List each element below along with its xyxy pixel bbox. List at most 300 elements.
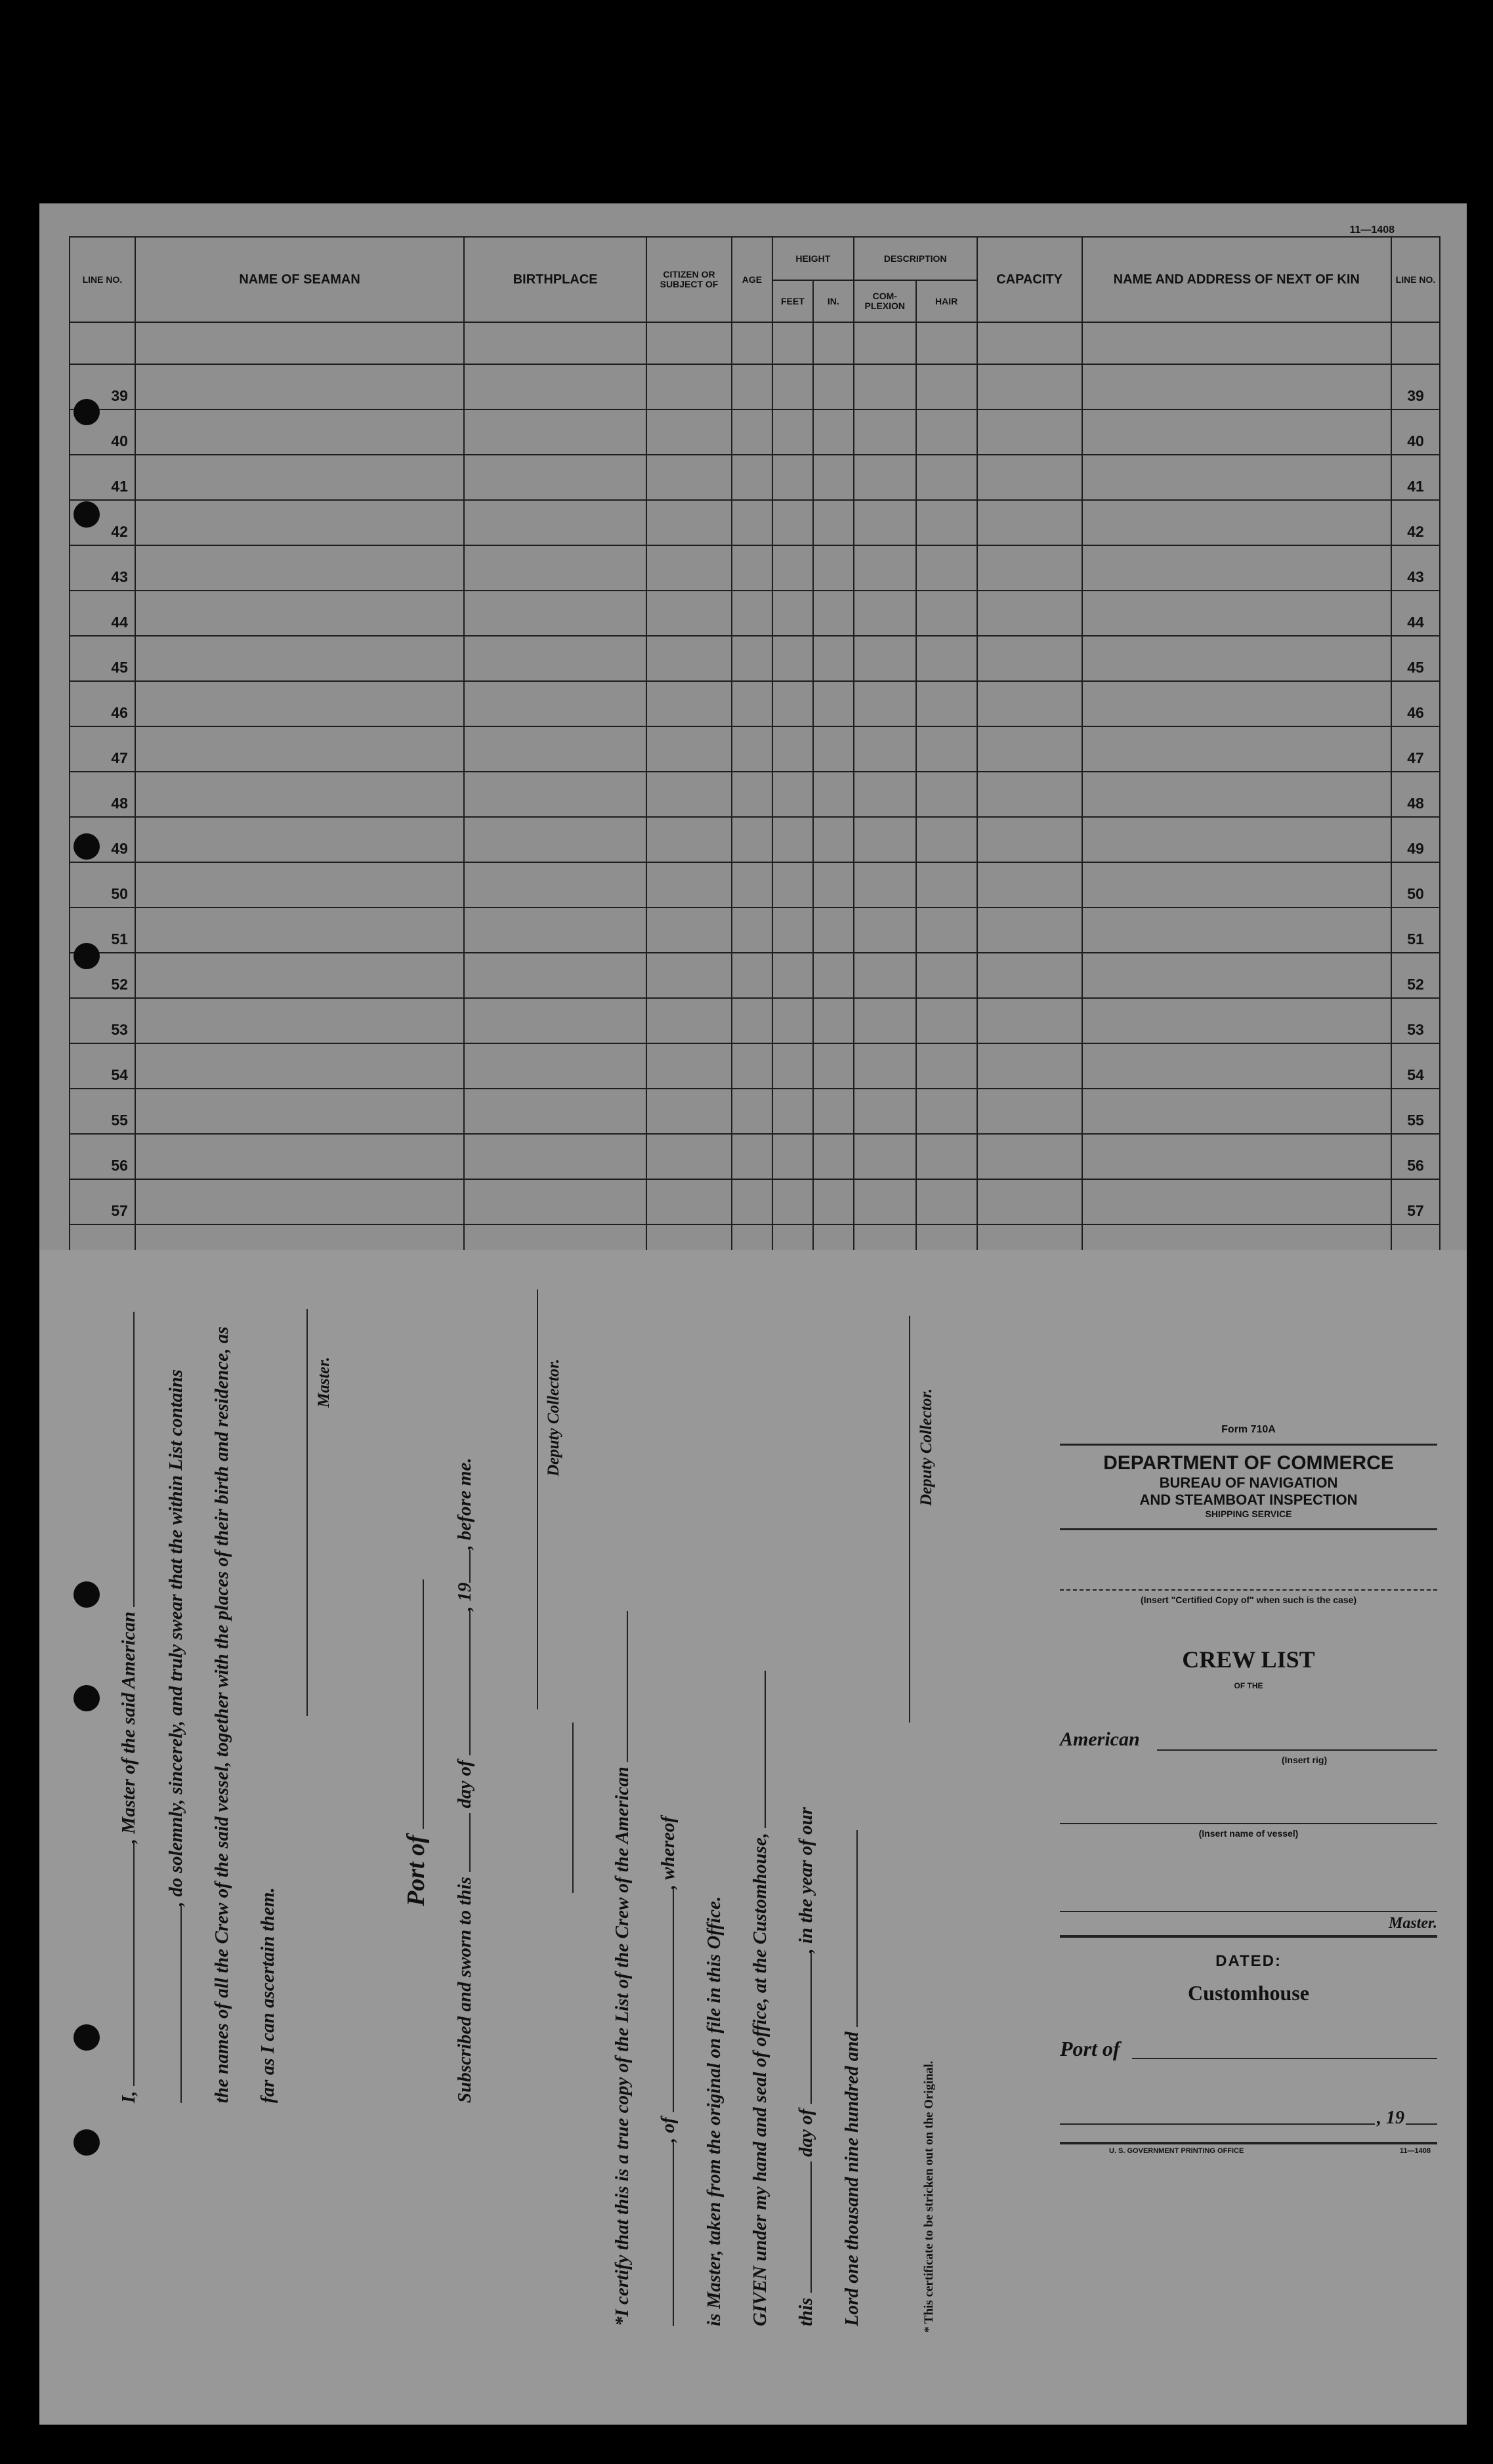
table-cell[interactable] (813, 455, 854, 500)
table-cell[interactable] (1082, 998, 1391, 1043)
table-cell[interactable] (464, 862, 646, 908)
table-cell[interactable] (732, 1134, 772, 1179)
cover-insert-rig: (Insert rig) (1281, 1755, 1328, 1765)
table-cell[interactable] (813, 636, 854, 681)
table-cell[interactable] (916, 591, 977, 636)
header-line-no: LINE NO. (70, 237, 135, 322)
table-cell[interactable] (1082, 455, 1391, 500)
cover-american-label: American (1060, 1728, 1140, 1750)
table-cell[interactable] (464, 817, 646, 862)
table-cell[interactable] (732, 500, 772, 545)
table-cell[interactable] (977, 409, 1082, 455)
table-cell[interactable] (464, 726, 646, 772)
subscribed-day-of: day of (454, 1760, 475, 1808)
table-cell[interactable] (135, 908, 464, 953)
table-cell[interactable] (854, 545, 916, 591)
certificate-port-blank[interactable] (673, 1889, 674, 2112)
table-cell[interactable] (977, 1179, 1082, 1224)
line-number-left: 56 (70, 1134, 135, 1179)
table-cell[interactable] (977, 1043, 1082, 1089)
table-row (70, 364, 1440, 409)
line-number-left: 52 (70, 953, 135, 998)
table-cell[interactable] (732, 772, 772, 817)
subscribed-day-blank[interactable] (469, 1813, 471, 1872)
table-cell[interactable] (977, 772, 1082, 817)
table-cell[interactable] (854, 591, 916, 636)
deputy-signature-line-2[interactable] (909, 1316, 910, 1723)
table-cell[interactable] (772, 998, 813, 1043)
table-cell[interactable] (135, 772, 464, 817)
table-cell[interactable] (646, 1089, 732, 1134)
table-cell[interactable] (854, 681, 916, 726)
cover-port-row (1060, 2037, 1437, 2063)
table-cell[interactable] (977, 455, 1082, 500)
table-cell[interactable] (646, 409, 732, 455)
table-row (70, 726, 1440, 772)
cover-rule-2 (1060, 1528, 1437, 1530)
line-number-right: 57 (1391, 1179, 1440, 1224)
table-cell[interactable] (646, 545, 732, 591)
subscribed-label: Subscribed and sworn to this (454, 1877, 475, 2103)
table-cell[interactable] (135, 500, 464, 545)
table-cell[interactable] (135, 998, 464, 1043)
table-cell[interactable] (977, 591, 1082, 636)
table-cell[interactable] (772, 817, 813, 862)
table-cell[interactable] (464, 681, 646, 726)
table-cell[interactable] (732, 455, 772, 500)
cover-dated: DATED: (1215, 1952, 1282, 1970)
table-cell[interactable] (646, 817, 732, 862)
table-cell[interactable] (646, 591, 732, 636)
table-cell[interactable] (977, 953, 1082, 998)
table-cell[interactable] (464, 409, 646, 455)
header-age: AGE (732, 237, 772, 322)
subscribed-line (454, 1457, 476, 2103)
line-number-left: 45 (70, 636, 135, 681)
table-cell[interactable] (464, 998, 646, 1043)
deputy-signature-line-1[interactable] (537, 1289, 538, 1709)
table-cell[interactable] (854, 817, 916, 862)
subscribed-month-blank[interactable] (469, 1611, 471, 1755)
table-cell[interactable] (977, 364, 1082, 409)
table-cell[interactable] (854, 636, 916, 681)
table-cell[interactable] (977, 500, 1082, 545)
table-row (70, 998, 1440, 1043)
cover-date-blank[interactable] (1060, 2123, 1375, 2125)
table-cell[interactable] (135, 1134, 464, 1179)
cover-crew-list-title: CREW LIST (1182, 1646, 1315, 1673)
table-cell[interactable] (1082, 681, 1391, 726)
table-cell[interactable] (813, 1179, 854, 1224)
table-cell[interactable] (916, 1043, 977, 1089)
table-row (70, 862, 1440, 908)
table-cell[interactable] (854, 455, 916, 500)
table-row (70, 591, 1440, 636)
table-cell[interactable] (135, 817, 464, 862)
table-cell[interactable] (854, 772, 916, 817)
line-number-right: 42 (1391, 500, 1440, 545)
table-cell[interactable] (732, 726, 772, 772)
table-cell[interactable] (464, 636, 646, 681)
line-number-left: 39 (70, 364, 135, 409)
table-cell[interactable] (646, 772, 732, 817)
master-signature-line[interactable] (306, 1309, 308, 1716)
table-cell[interactable] (916, 409, 977, 455)
table-cell[interactable] (464, 1089, 646, 1134)
table-cell[interactable] (1082, 409, 1391, 455)
table-cell[interactable] (732, 545, 772, 591)
table-cell[interactable] (464, 364, 646, 409)
table-cell[interactable] (646, 862, 732, 908)
table-cell[interactable] (977, 1089, 1082, 1134)
table-row (70, 636, 1440, 681)
table-cell[interactable] (646, 636, 732, 681)
table-cell[interactable] (916, 636, 977, 681)
oath-port-blank[interactable] (423, 1579, 424, 1829)
table-cell[interactable] (464, 545, 646, 591)
table-cell[interactable] (732, 591, 772, 636)
subscribed-year-blank[interactable] (469, 1550, 471, 1583)
cover-code: 11—1408 (1399, 2147, 1431, 2155)
table-cell[interactable] (854, 908, 916, 953)
certificate-this: this (795, 2297, 816, 2326)
table-cell[interactable] (1082, 545, 1391, 591)
cover-footer (1060, 2147, 1437, 2160)
punch-hole (74, 399, 100, 425)
table-cell[interactable] (916, 500, 977, 545)
certificate-day-blank[interactable] (810, 2161, 812, 2293)
table-cell[interactable] (464, 1134, 646, 1179)
cover-department: DEPARTMENT OF COMMERCE (1103, 1452, 1394, 1474)
cover-master-blank[interactable] (1060, 1911, 1437, 1912)
table-cell[interactable] (732, 636, 772, 681)
punch-hole (74, 833, 100, 860)
certificate-year-blank[interactable] (856, 1830, 858, 2027)
table-row-blank (70, 322, 1440, 364)
cover-year-blank[interactable] (1406, 2123, 1437, 2125)
table-cell[interactable] (772, 1043, 813, 1089)
table-cell[interactable] (732, 953, 772, 998)
table-cell[interactable] (464, 1179, 646, 1224)
table-cell[interactable] (977, 817, 1082, 862)
table-cell[interactable] (916, 1179, 977, 1224)
line-number-right: 47 (1391, 726, 1440, 772)
table-cell[interactable] (977, 1134, 1082, 1179)
cover-date-row (1060, 2102, 1437, 2129)
table-cell[interactable] (772, 409, 813, 455)
table-cell[interactable] (1082, 500, 1391, 545)
table-cell[interactable] (916, 772, 977, 817)
table-cell[interactable] (135, 726, 464, 772)
table-row (70, 1089, 1440, 1134)
table-cell[interactable] (1082, 1043, 1391, 1089)
table-cell[interactable] (732, 998, 772, 1043)
table-cell[interactable] (646, 726, 732, 772)
oath-master-of: , Master of the said American (118, 1611, 139, 1844)
cover-insert-copy: (Insert "Certified Copy of" when such is the case) (1140, 1595, 1357, 1605)
table-row (70, 545, 1440, 591)
table-cell[interactable] (854, 1043, 916, 1089)
table-cell[interactable] (732, 364, 772, 409)
table-cell[interactable] (916, 953, 977, 998)
table-cell[interactable] (732, 1179, 772, 1224)
table-cell[interactable] (813, 998, 854, 1043)
table-cell[interactable] (1082, 1179, 1391, 1224)
table-cell[interactable] (813, 953, 854, 998)
certificate-line-5 (795, 1807, 817, 2326)
header-capacity: CAPACITY (977, 237, 1082, 322)
table-cell[interactable] (854, 500, 916, 545)
table-row (70, 817, 1440, 862)
table-cell[interactable] (813, 1089, 854, 1134)
table-row (70, 908, 1440, 953)
table-cell[interactable] (916, 545, 977, 591)
table-cell[interactable] (772, 1179, 813, 1224)
table-cell[interactable] (772, 908, 813, 953)
cover-bureau-1: BUREAU OF NAVIGATION (1159, 1474, 1338, 1491)
table-cell[interactable] (1082, 726, 1391, 772)
certificate-rig-blank[interactable] (673, 2142, 674, 2326)
table-cell[interactable] (813, 772, 854, 817)
table-cell[interactable] (1082, 1134, 1391, 1179)
table-cell[interactable] (813, 908, 854, 953)
certificate-year-of-our: , in the year of our (795, 1807, 816, 1953)
table-cell[interactable] (1082, 1089, 1391, 1134)
line-number-left: 50 (70, 862, 135, 908)
table-cell[interactable] (732, 1089, 772, 1134)
table-cell[interactable] (772, 1089, 813, 1134)
table-cell[interactable] (646, 455, 732, 500)
cover-rule-3 (1060, 1935, 1437, 1938)
subscribed-nineteen: , 19 (454, 1582, 475, 1612)
table-cell[interactable] (646, 500, 732, 545)
certificate-footnote: * This certificate to be stricken out on the Original. (922, 2060, 936, 2333)
table-cell[interactable] (1082, 908, 1391, 953)
table-cell[interactable] (977, 726, 1082, 772)
certificate-lord: Lord one thousand nine hundred and (841, 2032, 862, 2326)
vessel-name-blank[interactable] (180, 1906, 182, 2103)
table-cell[interactable] (135, 681, 464, 726)
table-cell[interactable] (1082, 364, 1391, 409)
table-cell[interactable] (732, 409, 772, 455)
table-cell[interactable] (135, 1043, 464, 1089)
table-cell[interactable] (135, 455, 464, 500)
table-cell[interactable] (464, 772, 646, 817)
table-cell[interactable] (135, 591, 464, 636)
table-cell[interactable] (464, 1043, 646, 1089)
table-cell[interactable] (732, 1043, 772, 1089)
table-cell[interactable] (135, 862, 464, 908)
table-cell[interactable] (772, 862, 813, 908)
certificate-month-blank[interactable] (810, 1953, 812, 2104)
line-number-right: 41 (1391, 455, 1440, 500)
table-cell[interactable] (813, 591, 854, 636)
deputy-collector-1: Deputy Collector. (545, 1358, 562, 1476)
table-cell[interactable] (772, 591, 813, 636)
certificate-given: GIVEN under my hand and seal of office, at the Customhouse, (749, 1833, 770, 2326)
table-cell[interactable] (916, 1089, 977, 1134)
table-cell[interactable] (772, 455, 813, 500)
table-cell[interactable] (916, 862, 977, 908)
crew-table (69, 236, 1440, 1361)
table-cell[interactable] (813, 1134, 854, 1179)
table-cell[interactable] (1082, 862, 1391, 908)
table-row (70, 1043, 1440, 1089)
table-cell[interactable] (772, 545, 813, 591)
cover-rig-blank[interactable] (1157, 1749, 1437, 1751)
punch-hole (74, 2129, 100, 2156)
table-cell[interactable] (977, 998, 1082, 1043)
table-cell[interactable] (464, 953, 646, 998)
certificate-day-of: day of (795, 2108, 816, 2157)
oath-line-2 (165, 1369, 187, 2103)
table-cell[interactable] (464, 500, 646, 545)
table-cell[interactable] (646, 1134, 732, 1179)
table-cell[interactable] (854, 1179, 916, 1224)
cover-port-label: Port of (1060, 2037, 1120, 2060)
table-cell[interactable] (1082, 953, 1391, 998)
table-cell[interactable] (135, 545, 464, 591)
table-cell[interactable] (772, 364, 813, 409)
table-cell[interactable] (916, 1134, 977, 1179)
table-cell[interactable] (854, 1134, 916, 1179)
table-cell[interactable] (772, 636, 813, 681)
table-cell[interactable] (135, 636, 464, 681)
table-cell[interactable] (646, 1179, 732, 1224)
table-cell[interactable] (772, 500, 813, 545)
table-cell[interactable] (916, 726, 977, 772)
certificate-of: , of (658, 2117, 679, 2142)
line-number-right: 44 (1391, 591, 1440, 636)
table-cell[interactable] (854, 953, 916, 998)
table-cell[interactable] (977, 908, 1082, 953)
cover-port-blank[interactable] (1132, 2058, 1437, 2059)
table-cell[interactable] (813, 726, 854, 772)
table-cell[interactable] (854, 1089, 916, 1134)
line-number-right: 52 (1391, 953, 1440, 998)
cover-customhouse: Customhouse (1188, 1981, 1309, 2005)
table-cell[interactable] (772, 953, 813, 998)
table-cell[interactable] (135, 1179, 464, 1224)
table-cell[interactable] (813, 817, 854, 862)
table-cell[interactable] (813, 681, 854, 726)
table-cell[interactable] (464, 591, 646, 636)
table-cell[interactable] (646, 953, 732, 998)
punch-hole (74, 943, 100, 969)
table-cell[interactable] (646, 364, 732, 409)
line-number-left: 44 (70, 591, 135, 636)
table-cell[interactable] (732, 908, 772, 953)
table-cell[interactable] (732, 862, 772, 908)
certified-copy-blank[interactable] (1060, 1589, 1437, 1591)
table-cell[interactable] (732, 681, 772, 726)
line-number-right: 53 (1391, 998, 1440, 1043)
master-label: Master. (315, 1356, 333, 1408)
table-cell[interactable] (646, 998, 732, 1043)
deputy-collector-2: Deputy Collector. (917, 1388, 935, 1506)
cover-vessel-name-blank[interactable] (1060, 1823, 1437, 1824)
certificate-vessel-blank[interactable] (627, 1611, 628, 1762)
table-cell[interactable] (813, 500, 854, 545)
line-number-left: 55 (70, 1089, 135, 1134)
line-number-right: 43 (1391, 545, 1440, 591)
certificate-line-4 (749, 1671, 771, 2326)
table-cell[interactable] (813, 409, 854, 455)
table-cell[interactable] (135, 1089, 464, 1134)
table-cell[interactable] (1082, 636, 1391, 681)
cover-master-label: Master. (1388, 1915, 1437, 1932)
table-cell[interactable] (1082, 591, 1391, 636)
vessel-blank[interactable] (133, 1312, 135, 1607)
table-cell[interactable] (732, 817, 772, 862)
table-cell[interactable] (854, 726, 916, 772)
table-row (70, 953, 1440, 998)
table-cell[interactable] (772, 681, 813, 726)
table-cell[interactable] (813, 1043, 854, 1089)
punch-hole (74, 1581, 100, 1608)
table-cell[interactable] (1082, 772, 1391, 817)
line-number-left: 46 (70, 681, 135, 726)
table-cell[interactable] (646, 1043, 732, 1089)
table-cell[interactable] (464, 455, 646, 500)
certificate-line-3: is Master, taken from the original on file in this Office. (704, 1896, 725, 2326)
line-number-left: 40 (70, 409, 135, 455)
table-cell[interactable] (646, 908, 732, 953)
table-cell[interactable] (916, 681, 977, 726)
form-code-top: 11—1408 (1349, 224, 1395, 236)
table-cell[interactable] (772, 772, 813, 817)
oath-swear: , do solemnly, sincerely, and truly swear that the within List contains (165, 1369, 186, 1906)
table-cell[interactable] (772, 1134, 813, 1179)
table-cell[interactable] (916, 998, 977, 1043)
line-number-right: 49 (1391, 817, 1440, 862)
table-row (70, 409, 1440, 455)
cover-panel (1060, 1424, 1437, 2160)
table-cell[interactable] (916, 817, 977, 862)
table-cell[interactable] (813, 545, 854, 591)
table-cell[interactable] (135, 953, 464, 998)
table-cell[interactable] (464, 908, 646, 953)
table-cell[interactable] (916, 455, 977, 500)
subscribed-before-me: , before me. (454, 1457, 475, 1550)
table-row (70, 681, 1440, 726)
table-cell[interactable] (977, 636, 1082, 681)
table-cell[interactable] (854, 409, 916, 455)
table-cell[interactable] (977, 681, 1082, 726)
master-name-blank[interactable] (133, 1843, 135, 2086)
table-cell[interactable] (813, 862, 854, 908)
table-cell[interactable] (977, 545, 1082, 591)
table-cell[interactable] (135, 364, 464, 409)
table-cell[interactable] (772, 726, 813, 772)
table-cell[interactable] (813, 364, 854, 409)
table-cell[interactable] (135, 409, 464, 455)
oath-port-of (402, 1579, 431, 1906)
table-cell[interactable] (646, 681, 732, 726)
table-cell[interactable] (916, 364, 977, 409)
header-citizen: CITIZEN OR SUBJECT OF (646, 237, 732, 322)
table-cell[interactable] (854, 862, 916, 908)
line-number-left: 47 (70, 726, 135, 772)
table-cell[interactable] (1082, 817, 1391, 862)
table-cell[interactable] (854, 364, 916, 409)
certificate-customhouse-blank[interactable] (765, 1671, 766, 1828)
line-number-right: 46 (1391, 681, 1440, 726)
table-cell[interactable] (977, 862, 1082, 908)
table-cell[interactable] (916, 908, 977, 953)
header-height: HEIGHT (772, 237, 854, 280)
table-cell[interactable] (854, 998, 916, 1043)
